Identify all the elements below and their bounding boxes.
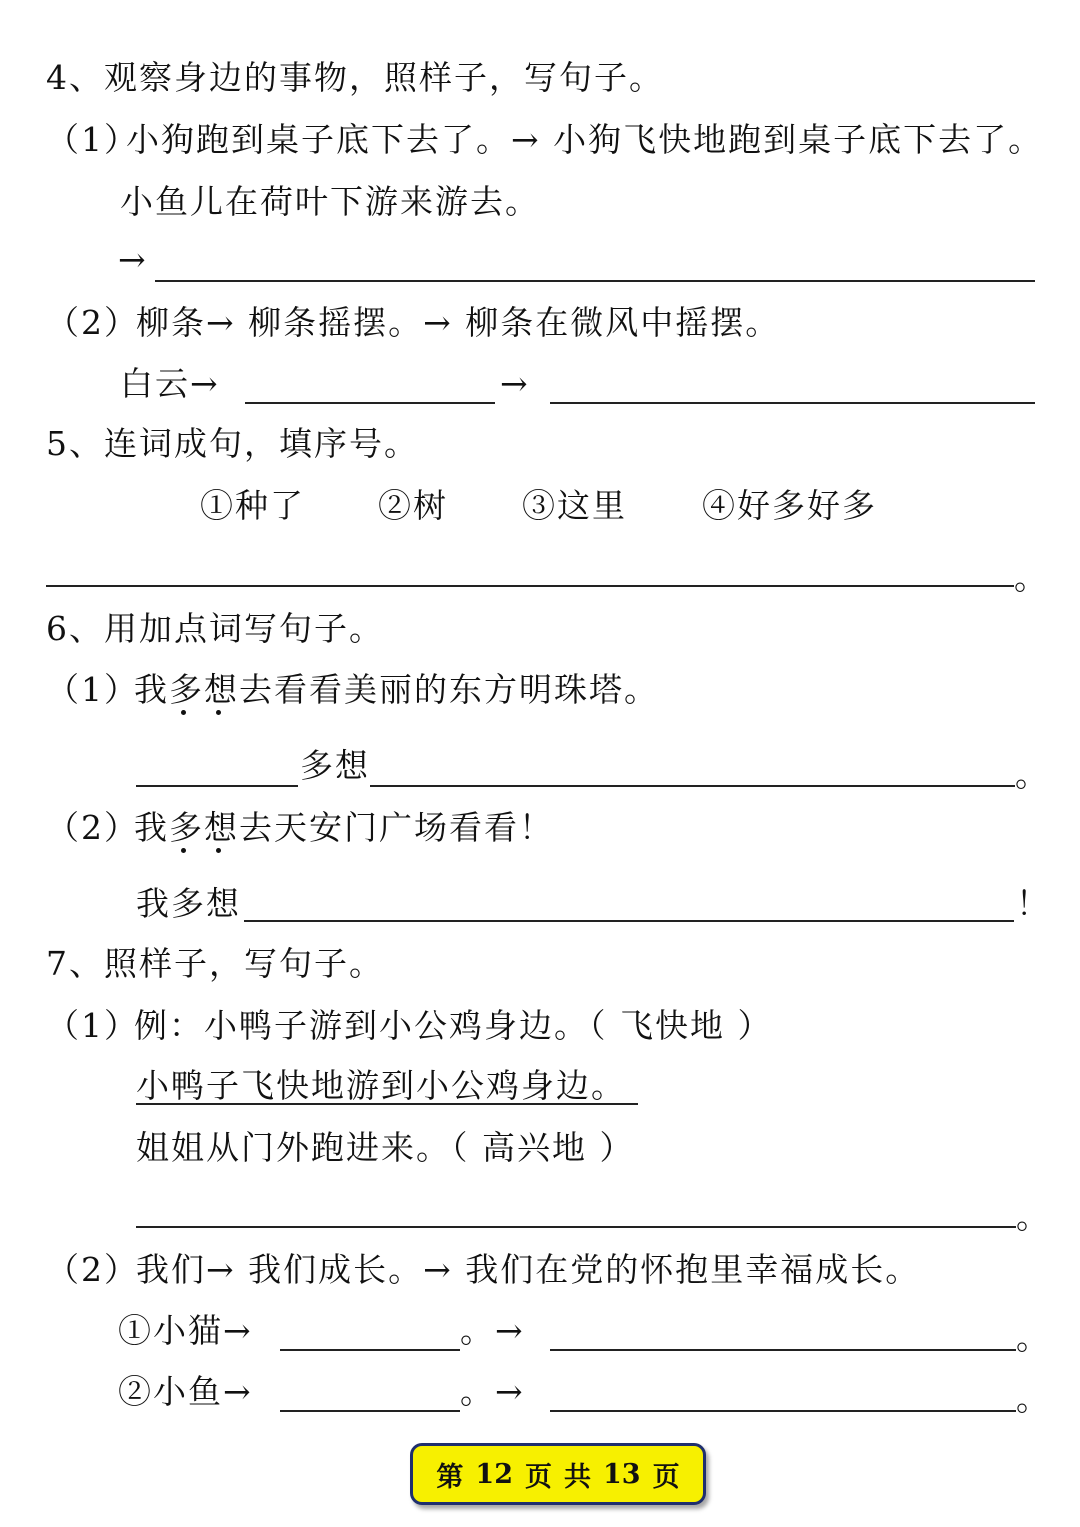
q6-1-answer-line-2[interactable] <box>370 785 1015 787</box>
q4-2-prompt: 白云→ <box>120 364 220 403</box>
q7-2-item-mid: 。→ <box>460 1372 525 1411</box>
q7-2-number: （2） <box>46 1250 139 1289</box>
q4-1-prompt: 小鱼儿在荷叶下游来游去。 <box>120 182 540 221</box>
q4-2-number: （2） <box>46 303 139 342</box>
q5-end-mark: 。 <box>1014 558 1049 597</box>
q5-word: ③这里 <box>522 486 627 525</box>
q5-answer-line[interactable] <box>46 585 1014 587</box>
q5-word: ④好多好多 <box>702 486 877 525</box>
q7-2-item-line-2[interactable] <box>550 1410 1016 1412</box>
q7-2-item-label: ②小鱼→ <box>118 1372 253 1411</box>
q4-2-answer-line-1[interactable] <box>245 402 495 404</box>
q7-2-item-label: ①小猫→ <box>118 1311 253 1350</box>
q7-1-answer: 小鸭子飞快地游到小公鸡身边。 <box>136 1066 626 1105</box>
page-indicator <box>410 1443 706 1505</box>
total-unit: 页 <box>652 1461 680 1493</box>
q4-1-answer-line[interactable] <box>155 280 1035 282</box>
q6-1-end-mark: 。 <box>1015 755 1050 794</box>
q5-title: 5、连词成句，填序号。 <box>46 424 419 463</box>
q7-2-item-mid: 。→ <box>460 1311 525 1350</box>
q6-2-answer-line[interactable] <box>244 920 1014 922</box>
q4-1-example: 小狗跑到桌子底下去了。→ 小狗飞快地跑到桌子底下去了。 <box>126 120 1044 159</box>
q5-word: ②树 <box>378 486 448 525</box>
total-label: 共 <box>564 1461 591 1493</box>
q7-1-prompt: 姐姐从门外跑进来。（ 高兴地 ） <box>136 1128 635 1167</box>
emphasis-dot <box>181 848 186 853</box>
q6-1-keyword: 多想 <box>300 746 370 785</box>
q6-2-sentence: 我多想去天安门广场看看！ <box>134 808 554 847</box>
q4-title: 4、观察身边的事物，照样子，写句子。 <box>46 58 664 97</box>
q7-2-example: 我们→ 我们成长。→ 我们在党的怀抱里幸福成长。 <box>136 1250 921 1289</box>
q7-1-example-underline <box>136 1103 638 1105</box>
q6-2-end-mark: ！ <box>1016 884 1051 923</box>
emphasis-dot <box>216 848 221 853</box>
q5-word: ①种了 <box>200 486 305 525</box>
q4-2-example: 柳条→ 柳条摇摆。→ 柳条在微风中摇摆。 <box>136 303 781 342</box>
page-label: 第 <box>436 1461 464 1493</box>
page-number: 12 <box>475 1458 513 1490</box>
total-pages: 13 <box>603 1458 641 1490</box>
q4-2-answer-line-2[interactable] <box>550 402 1035 404</box>
q7-1-example: 例：小鸭子游到小公鸡身边。（ 飞快地 ） <box>134 1006 773 1045</box>
page-unit: 页 <box>525 1461 552 1493</box>
q4-1-arrow: → <box>118 240 148 279</box>
q6-title: 6、用加点词写句子。 <box>46 609 384 648</box>
q7-1-end-mark: 。 <box>1016 1197 1051 1236</box>
q6-2-number: （2） <box>46 808 139 847</box>
emphasis-dot <box>216 710 221 715</box>
q7-title: 7、照样子，写句子。 <box>46 944 384 983</box>
q7-1-number: （1） <box>46 1006 139 1045</box>
q7-2-item-end: 。 <box>1016 1379 1051 1418</box>
emphasis-dot <box>181 710 186 715</box>
q6-2-prefix: 我多想 <box>136 884 241 923</box>
q6-1-number: （1） <box>46 670 139 709</box>
q7-2-item-line-1[interactable] <box>280 1410 460 1412</box>
q7-1-answer-line[interactable] <box>136 1226 1016 1228</box>
q7-2-item-end: 。 <box>1016 1318 1051 1357</box>
q4-2-arrow: → <box>500 364 530 403</box>
q6-1-answer-line-1[interactable] <box>136 785 298 787</box>
q4-1-number: （1） <box>46 120 139 159</box>
q7-2-item-line-2[interactable] <box>550 1349 1016 1351</box>
q6-1-sentence: 我多想去看看美丽的东方明珠塔。 <box>134 670 659 709</box>
q7-2-item-line-1[interactable] <box>280 1349 460 1351</box>
